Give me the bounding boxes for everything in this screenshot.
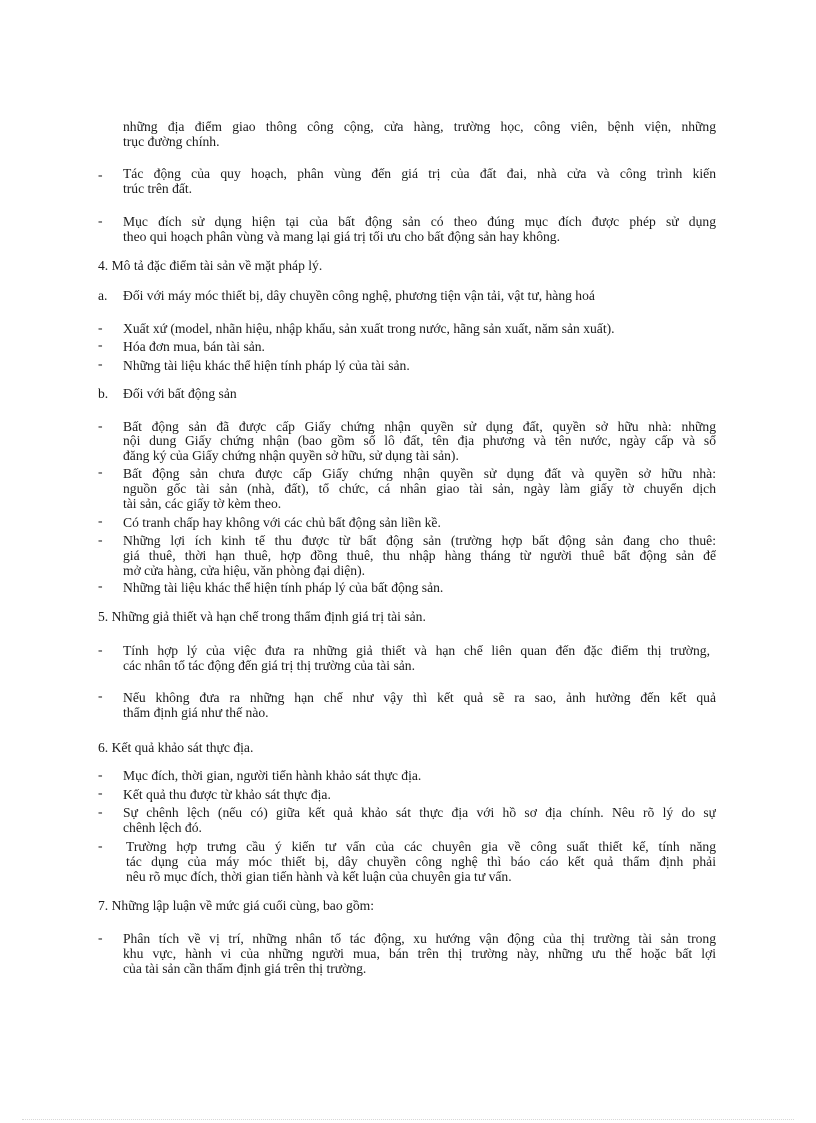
bullet-dash: - (98, 785, 103, 800)
bullet-dash: - (98, 767, 103, 782)
bullet-text: Mục đích, thời gian, người tiến hành khảo sát thực địa. (123, 768, 422, 783)
subsection-title: Đối với máy móc thiết bị, dây chuyền công nghệ, phương tiện vận tải, vật tư, hàng hoá (123, 288, 595, 303)
bullet-dash: - (98, 167, 103, 182)
bullet-dash: - (98, 930, 103, 945)
bullet-text: khu vực, hành vi của những người mua, bán trên thị trường này, những ưu thế hoặc bất lợi (123, 947, 716, 961)
bullet-text: nêu rõ mục đích, thời gian tiến hành và kết luận của chuyên gia tư vấn. (126, 869, 512, 884)
bullet-text: nguồn gốc tài sản (nhà, đất), tổ chức, cá nhân giao tài sản, ngày làm giấy tờ chuyển dịch (123, 482, 716, 496)
bullet-text: Nếu không đưa ra những hạn chế như vậy thì kết quả sẽ ra sao, ảnh hưởng đến kết quả (123, 691, 716, 705)
bullet-dash: - (98, 838, 103, 853)
section-heading: 4. Mô tả đặc điểm tài sản về mặt pháp lý. (98, 258, 323, 273)
bullet-dash: - (98, 464, 103, 479)
bullet-text: của tài sản cần thẩm định giá trên thị trường. (123, 961, 367, 976)
bullet-text: Sự chênh lệch (nếu có) giữa kết quả khảo sát thực địa với hồ sơ địa chính. Nêu rõ lý do sự (123, 806, 716, 820)
bullet-dash: - (98, 532, 103, 547)
bullet-text: tài sản, các giấy tờ kèm theo. (123, 496, 282, 511)
bullet-text: Phân tích về vị trí, những nhân tố tác động, xu hướng vận động của thị trường tài sản trong (123, 932, 716, 946)
section-heading: 6. Kết quả khảo sát thực địa. (98, 740, 254, 755)
bullet-dash: - (98, 418, 103, 433)
bullet-text: các nhân tố tác động đến giá trị thị trường của tài sản. (123, 658, 416, 673)
paragraph-line: trục đường chính. (123, 134, 220, 149)
subsection-label: b. (98, 386, 109, 401)
bullet-text: Những tài liệu khác thể hiện tính pháp lý của tài sản. (123, 358, 410, 373)
bullet-text: Có tranh chấp hay không với các chủ bất động sản liền kề. (123, 515, 441, 530)
bullet-text: Hóa đơn mua, bán tài sản. (123, 339, 265, 354)
subsection-title: Đối với bất động sản (123, 386, 237, 401)
section-heading: 7. Những lập luận về mức giá cuối cùng, bao gồm: (98, 898, 374, 913)
bullet-dash: - (98, 804, 103, 819)
bullet-text: Những tài liệu khác thể hiện tính pháp lý của bất động sản. (123, 580, 444, 595)
bullet-text: giá thuê, thời hạn thuê, hợp đồng thuê, thu nhập hàng tháng từ người thuê bất động sản để (123, 549, 716, 563)
bullet-text: Xuất xứ (model, nhãn hiệu, nhập khẩu, sản xuất trong nước, hãng sản xuất, năm sản xuất). (123, 321, 615, 336)
section-heading: 5. Những giả thiết và hạn chế trong thẩm định giá trị tài sản. (98, 609, 426, 624)
bullet-text: Tác động của quy hoạch, phân vùng đến giá trị của đất đai, nhà cửa và công trình kiến (123, 167, 716, 181)
bullet-text: Trường hợp trưng cầu ý kiến tư vấn của các chuyên gia về công suất thiết kế, tính năng (126, 840, 716, 854)
bullet-dash: - (98, 578, 103, 593)
bullet-text: mở cửa hàng, cửa hiệu, văn phòng đại diện). (123, 563, 365, 578)
bullet-text: Mục đích sử dụng hiện tại của bất động sản có theo đúng mục đích được phép sử dụng (123, 215, 716, 229)
bullet-text: Tính hợp lý của việc đưa ra những giả thiết và hạn chế liên quan đến đặc điểm thị trường, (123, 644, 710, 658)
bullet-text: nội dung Giấy chứng nhận (bao gồm số lô đất, tên địa phương và tên nước, ngày cấp và số (123, 434, 716, 448)
bullet-text: Bất động sản chưa được cấp Giấy chứng nhận quyền sử dụng đất và quyền sở hữu nhà: (123, 467, 716, 481)
bullet-dash: - (98, 642, 103, 657)
bullet-text: Những lợi ích kinh tế thu được từ bất động sản (trường hợp bất động sản đang cho thuê: (123, 534, 716, 548)
bullet-dash: - (98, 320, 103, 335)
bullet-text: thẩm định giá như thế nào. (123, 705, 269, 720)
bullet-dash: - (98, 513, 103, 528)
paragraph-line: những địa điểm giao thông công cộng, cửa hàng, trường học, công viên, bệnh viện, những (123, 120, 716, 134)
bullet-text: đăng ký của Giấy chứng nhận quyền sở hữu, sử dụng tài sản). (123, 448, 459, 463)
bullet-text: trúc trên đất. (123, 181, 193, 196)
subsection-label: a. (98, 288, 108, 303)
bullet-text: theo qui hoạch phân vùng và mang lại giá trị tối ưu cho bất động sản hay không. (123, 229, 560, 244)
bullet-text: Kết quả thu được từ khảo sát thực địa. (123, 787, 331, 802)
bullet-text: chênh lệch đó. (123, 820, 202, 835)
bullet-text: Bất động sản đã được cấp Giấy chứng nhận quyền sử dụng đất, quyền sở hữu nhà: những (123, 420, 716, 434)
bullet-text: tác dụng của máy móc thiết bị, dây chuyền công nghệ thì báo cáo kết quả thẩm định phải (126, 855, 716, 869)
bullet-dash: - (98, 337, 103, 352)
bullet-dash: - (98, 213, 103, 228)
page-bottom-rule (22, 1119, 794, 1120)
bullet-dash: - (98, 688, 103, 703)
bullet-dash: - (98, 356, 103, 371)
